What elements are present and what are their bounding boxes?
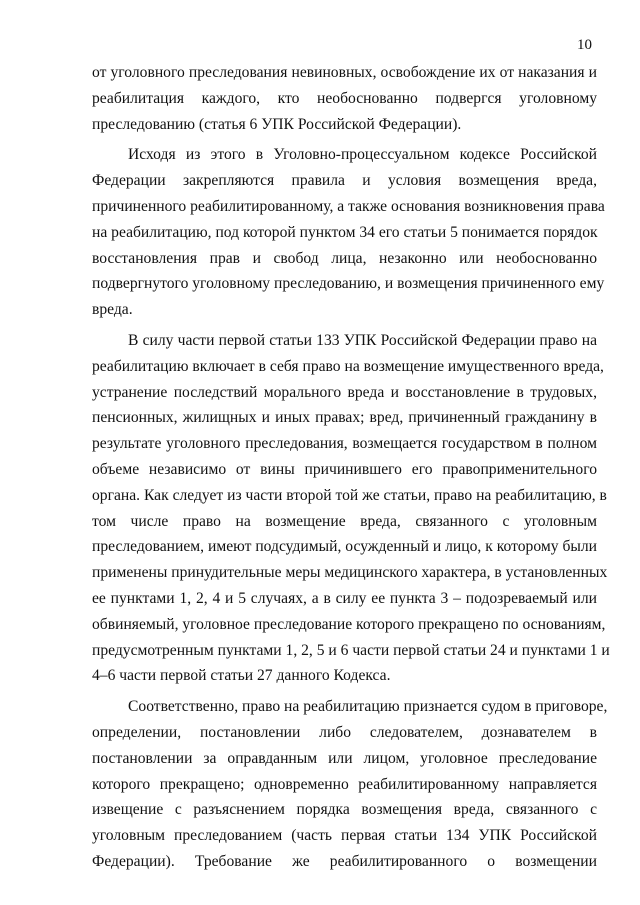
text-line: восстановления прав и свобод лица, незаконно или необоснованно [92,249,597,267]
text-line: Федерации закрепляются правила и условия возмещения вреда, [92,172,597,190]
text-line: определении, постановлении либо следователем, дознавателем в [92,723,597,741]
paragraph [92,142,605,323]
text-line: объеме независимо от вины причинившего его правоприменительного [92,460,597,478]
text-line: на реабилитацию, под которой пунктом 34 его статьи 5 понимается порядок [92,223,598,241]
text-line: преследованием, имеют подсудимый, осужденный и лицо, к которому были [92,538,597,556]
text-line: от уголовного преследования невиновных, освобождение их от наказания и [92,64,597,81]
text-line: которого прекращено; одновременно реабилитированному направляется [92,775,597,793]
text-line: преследованию (статья 6 УПК Российской Федерации). [92,115,462,133]
text-line: Соответственно, право на реабилитацию признается судом в приговоре, [128,698,608,716]
text-line: применены принудительные меры медицинского характера, в установленных [92,564,608,582]
text-line: предусмотренным пунктами 1, 2, 5 и 6 части первой статьи 24 и пунктами 1 и [92,641,610,659]
body-text [92,60,610,875]
text-line: результате уголовного преследования, возмещается государством в полном [92,435,597,453]
text-line: Федерации). Требование же реабилитированного о возмещении [92,852,597,870]
paragraph [92,328,610,689]
text-line: реабилитация каждого, кто необоснованно подвергся уголовному [92,89,597,107]
text-line: том числе право на возмещение вреда, связанного с уголовным [92,512,597,530]
text-line: уголовным преследованием (часть первая статьи 134 УПК Российской [92,827,597,845]
paragraph [92,694,608,875]
text-line: извещение с разъяснением порядка возмещения вреда, связанного с [92,801,597,819]
text-line: устранение последствий морального вреда и восстановление в трудовых, [92,383,597,401]
text-line: 4–6 части первой статьи 27 данного Кодекса. [92,667,391,685]
text-line: причиненного реабилитированному, а также основания возникновения права [92,197,605,215]
page-number: 10 [577,37,592,53]
text-line: обвиняемый, уголовное преследование которого прекращено по основаниям, [92,615,606,633]
text-line: Исходя из этого в Уголовно-процессуальном кодексе Российской [128,146,597,164]
text-line: пенсионных, жилищных и иных правах; вред, причиненный гражданину в [92,409,597,427]
text-line: постановлении за оправданным или лицом, уголовное преследование [92,749,597,767]
text-line: ее пунктами 1, 2, 4 и 5 случаях, а в силу ее пункта 3 – подозреваемый или [92,589,597,607]
text-line: В силу части первой статьи 133 УПК Российской Федерации право на [128,331,597,349]
text-line: подвергнутого уголовному преследованию, и возмещения причиненного ему [92,275,605,293]
text-line: реабилитацию включает в себя право на возмещение имущественного вреда, [92,357,604,375]
paragraph [92,60,597,137]
text-line: вреда. [92,301,133,319]
text-line: органа. Как следует из части второй той же статьи, право на реабилитацию, в [92,486,607,504]
